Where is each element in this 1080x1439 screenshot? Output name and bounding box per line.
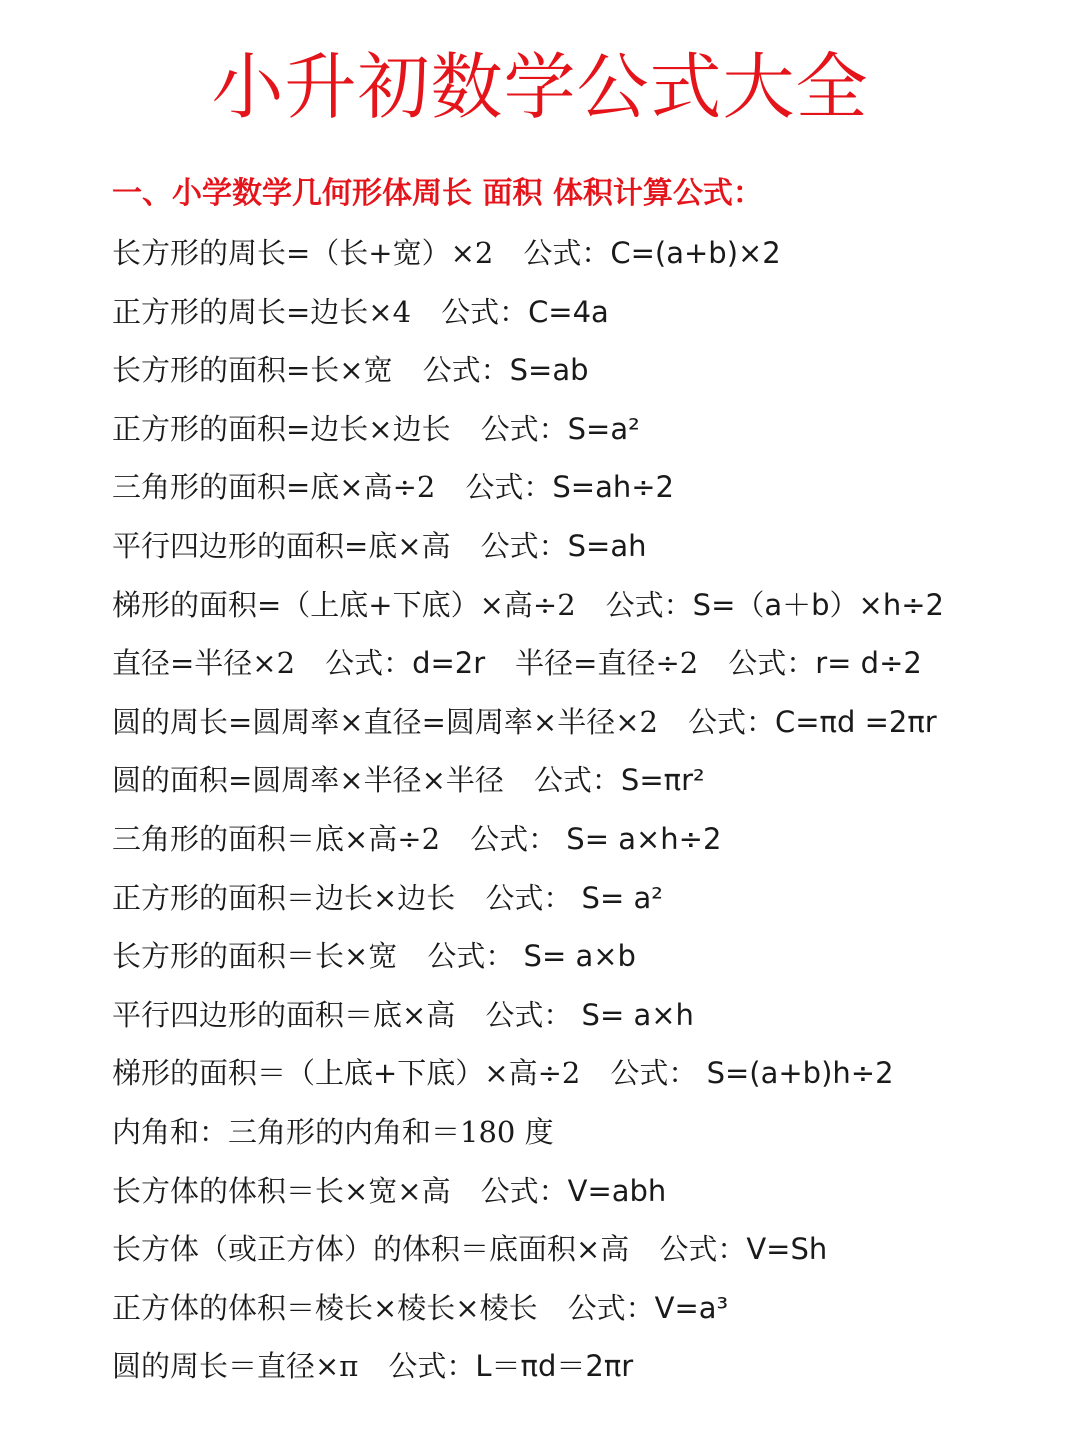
formula-list (112, 224, 1052, 1396)
formula-line (112, 1279, 1052, 1338)
formula-expression: 公式：C=πd =2πr (687, 704, 937, 739)
formula-expression: 公式： S= a×b (427, 939, 636, 974)
formula-line (112, 1337, 1052, 1396)
formula-expression: 公式：S=πr² (533, 763, 705, 798)
formula-description: 长方形的面积＝长×宽 (112, 939, 398, 974)
formula-description: 圆的周长＝直径×π (112, 1349, 359, 1384)
formula-description: 长方体（或正方体）的体积＝底面积×高 (112, 1232, 630, 1267)
formula-line (112, 751, 1052, 810)
formula-description: 三角形的面积＝底×高÷2 (112, 821, 441, 856)
formula-expression: 公式：L＝πd＝2πr (388, 1349, 634, 1384)
formula-line (112, 1103, 1052, 1162)
formula-expression: 公式：V=abh (480, 1173, 667, 1208)
formula-expression: 公式：S=ah÷2 (465, 470, 674, 505)
formula-expression: 公式：S=ah (480, 528, 647, 563)
formula-line (112, 400, 1052, 459)
formula-line (112, 986, 1052, 1045)
formula-description: 圆的面积=圆周率×半径×半径 (112, 763, 504, 798)
page-title: 小升初数学公式大全 (211, 45, 869, 129)
formula-expression: 公式：S=a² (480, 411, 640, 446)
formula-line (112, 1220, 1052, 1279)
formula-description: 梯形的面积＝（上底+下底）×高÷2 (112, 1056, 581, 1091)
formula-expression: 公式：S=ab (422, 353, 589, 388)
formula-description: 三角形的面积=底×高÷2 (112, 470, 436, 505)
formula-line (112, 810, 1052, 869)
formula-line (112, 341, 1052, 400)
formula-expression: 公式： S=(a+b)h÷2 (610, 1056, 894, 1091)
formula-expression: 公式：V=Sh (659, 1232, 828, 1267)
formula-expression: 公式：d=2r (325, 646, 486, 681)
formula-line (112, 283, 1052, 342)
formula-line (112, 1044, 1052, 1103)
formula-description: 正方形的面积＝边长×边长 (112, 880, 456, 915)
formula-description: 直径=半径×2 (112, 646, 296, 681)
formula-description: 长方体的体积＝长×宽×高 (112, 1173, 451, 1208)
formula-expression: 公式：S=（a＋b）×h÷2 (605, 587, 944, 622)
formula-description: 内角和：三角形的内角和＝180 度 (112, 1114, 554, 1149)
formula-line (112, 224, 1052, 283)
formula-description-second: 半径=直径÷2 (515, 646, 699, 681)
formula-description: 正方体的体积＝棱长×棱长×棱长 (112, 1290, 538, 1325)
formula-expression: 公式： S= a×h÷2 (470, 821, 722, 856)
section-heading: 一、小学数学几何形体周长 面积 体积计算公式： (112, 176, 763, 211)
formula-description: 平行四边形的面积=底×高 (112, 528, 451, 563)
formula-line (112, 634, 1052, 693)
formula-expression-second: 公式：r= d÷2 (728, 646, 922, 681)
formula-description: 圆的周长=圆周率×直径=圆周率×半径×2 (112, 704, 658, 739)
formula-line (112, 458, 1052, 517)
formula-description: 长方形的面积=长×宽 (112, 353, 393, 388)
formula-line (112, 576, 1052, 635)
formula-description: 平行四边形的面积＝底×高 (112, 997, 456, 1032)
formula-expression: 公式： S= a² (485, 880, 663, 915)
formula-line (112, 517, 1052, 576)
formula-line (112, 927, 1052, 986)
formula-description: 正方形的面积=边长×边长 (112, 411, 451, 446)
formula-description: 长方形的周长=（长+宽）×2 (112, 236, 494, 270)
formula-expression: 公式：V=a³ (567, 1290, 729, 1325)
formula-description: 正方形的周长=边长×4 (112, 294, 412, 329)
formula-line (112, 1162, 1052, 1221)
formula-description: 梯形的面积=（上底+下底）×高÷2 (112, 587, 576, 622)
formula-expression: 公式： S= a×h (485, 997, 694, 1032)
formula-expression: 公式：C=4a (441, 294, 609, 329)
formula-line (112, 869, 1052, 928)
formula-line (112, 693, 1052, 752)
formula-expression: 公式：C=(a+b)×2 (523, 236, 781, 270)
